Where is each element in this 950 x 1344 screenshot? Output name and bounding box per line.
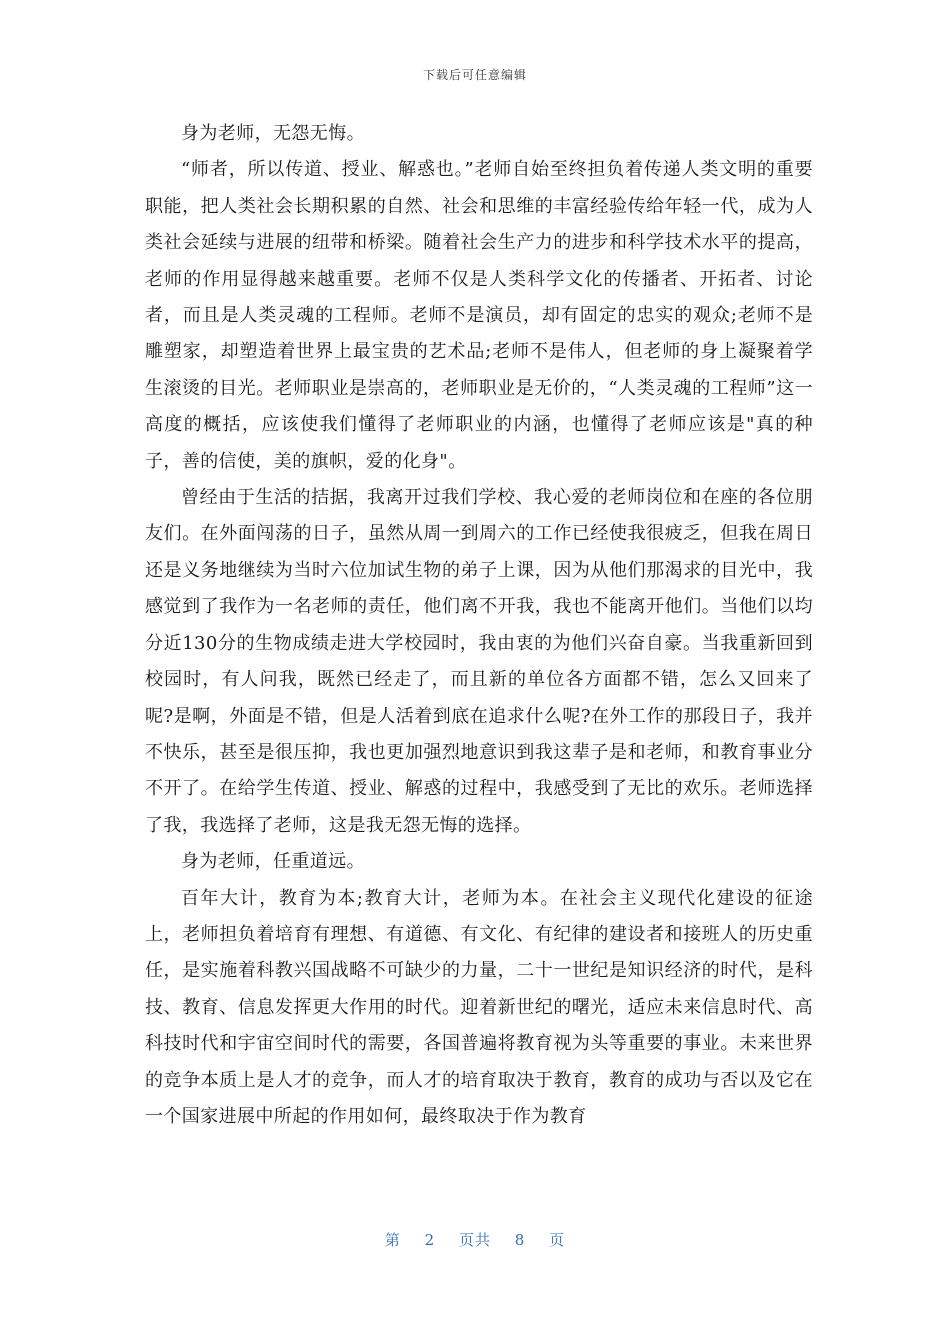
paragraph-heading-no-regrets: 身为老师，无怨无悔。 — [181, 123, 365, 144]
footer-current-page: 2 — [424, 1231, 436, 1249]
paragraph-education-foundation: 百年大计，教育为本;教育大计，老师为本。在社会主义现代化建设的征途上，老师担负着培育有理想、有道德、有文化、有纪律的建设者和接班人的历史重任，是实施着科教兴国战略不可缺少的力量，二十一世纪是知识经济的时代，是科技、教育、信息发挥更大作用的时代。迎着新世纪的曙光，适应未来信息时代、高科技时代和宇宙空间时代的需要，各国普遍将教育视为头等重要的事业。未来世界的竞争本质上是人才的竞争，而人才的培育取决于教育，教育的成功与否以及它在一个国家进展中所起的作用如何，最终取决于作为教育 — [145, 887, 813, 1127]
paragraph-teacher-role: “师者，所以传道、授业、解惑也。”老师自始至终担负着传递人类文明的重要职能，把人类社会长期积累的自然、社会和思维的丰富经验传给年轻一代，成为人类社会延续与进展的纽带和桥梁。随着社会生产力的进步和科学技术水平的提高，老师的作用显得越来越重要。老师不仅是人类科学文化的传播者、开拓者、讨论者，而且是人类灵魂的工程师。老师不是演员，却有固定的忠实的观众;老师不是雕塑家，却塑造着世界上最宝贵的艺术品;老师不是伟人，但老师的身上凝聚着学生滚烫的目光。老师职业是崇高的，老师职业是无价的，“人类灵魂的工程师”这一高度的概括，应该使我们懂得了老师职业的内涵，也懂得了老师应该是"真的种子，善的信使，美的旗帜，爱的化身"。 — [145, 159, 813, 472]
paragraph-personal-story: 曾经由于生活的拮据，我离开过我们学校、我心爱的老师岗位和在座的各位朋友们。在外面闯荡的日子，虽然从周一到周六的工作已经使我很疲乏，但我在周日还是义务地继续为当时六位加试生物的弟子上课，因为从他们那渴求的目光中，我感觉到了我作为一名老师的责任，他们离不开我，我也不能离开他们。当他们以均分近130分的生物成绩走进大学校园时，我由衷的为他们兴奋自豪。当我重新回到校园时，有人问我，既然已经走了，而且新的单位各方面都不错，怎么又回来了呢?是啊，外面是不错，但是人活着到底在追求什么呢?在外工作的那段日子，我并不快乐，甚至是很压抑，我也更加强烈地意识到我这辈子是和老师，和教育事业分不开了。在给学生传道、授业、解惑的过程中，我感受到了无比的欢乐。老师选择了我，我选择了老师，这是我无怨无悔的选择。 — [145, 487, 813, 836]
footer-suffix: 页 — [549, 1231, 566, 1249]
document-body — [145, 116, 813, 1135]
paragraph-heading-long-road: 身为老师，任重道远。 — [181, 851, 365, 873]
footer-total-pages: 8 — [514, 1231, 526, 1249]
page-footer — [0, 1229, 950, 1250]
page-header: 下载后可任意编辑 — [422, 68, 527, 82]
footer-middle: 页共 — [458, 1231, 491, 1249]
footer-prefix: 第 — [384, 1231, 401, 1249]
